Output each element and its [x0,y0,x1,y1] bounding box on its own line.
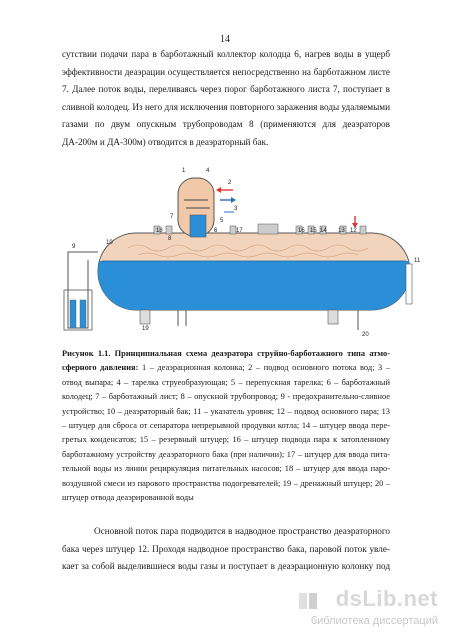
text-line: сливной колодец. Из него для исключения повторного заражения воды удаляемыми [62,101,390,112]
caption-line: тельной воды из линии рециркуляция питательных насосов; 18 – штуцер для ввода паро- [62,464,390,474]
fig-label: 8 [168,236,172,242]
fig-label: 15 [310,228,317,234]
caption-line: сферного давления: 1 – деаэрационная колонка; 2 – подвод основного потока вод; 3 – [62,363,390,373]
fig-label: 16 [298,228,305,234]
watermark-subtitle: библиотека диссертаций [310,615,438,627]
fig-label: 9 [72,244,76,250]
fig-label: 13 [338,228,345,234]
dslib-watermark [300,586,450,632]
tank-water [98,261,410,311]
caption-line: колодец; 7 – барботажный лист; 8 – опускной трубопровод; 9 - предохранительно-сливное [62,392,390,402]
fig-label: 17 [236,228,243,234]
fig-label: 14 [320,228,327,234]
dslib-logo-icon [298,590,318,612]
fig-label: 3 [234,206,238,212]
fig-label: 12 [350,228,357,234]
caption-line: воздушной смеси из парового пространства подогревателей; 19 – дренажный штуцер; 20 – [62,478,390,488]
text-line: бака через штуцер 12. Проходя надводное пространство бака, паровой поток увле- [62,543,390,554]
fig-label: 1 [182,168,186,174]
caption-line: – штуцер для сброса от сепаратора непрерывной продувки котла; 14 – штуцер ввода пере- [62,421,390,431]
body-paragraph-1 [62,46,390,152]
bubbling-well [190,215,206,237]
fig-label: 7 [170,214,174,220]
text-line: 7. Далее поток воды, переливаясь через порог барботажного листа 7, поступает в [62,84,390,95]
caption-line: отвод выпара; 4 – тарелка струеобразующая; 5 – перепускная тарелка; 6 – барботажный [62,377,390,387]
fig-label: 4 [206,168,210,174]
figure-caption [62,347,390,505]
fig-label: 11 [414,258,421,264]
watermark-brand: dsLib.net [335,586,438,611]
caption-line: гретых конденсатов; 15 – резервный штуцер; 16 – штуцер подвода пара к затопленному [62,435,390,445]
text-line: Основной поток пара подводится в надводное пространство деаэраторного [94,526,390,536]
fig-label: 20 [362,332,369,338]
fig-label: 19 [142,326,149,332]
fig-label: 18 [156,228,163,234]
text-line: кает за собой выделившиеся воды газы и поступает в деаэрационную колонку под [62,561,390,572]
text-line: сутствии подачи пара в барботажный коллектор колодца 6, нагрев воды в ущерб [62,49,390,59]
fig-label: 6 [214,228,218,234]
text-line: газами по двум опускным трубопроводам 8 (применяются для деаэраторов [62,119,390,130]
caption-line: Рисунок 1.1. Принципиальная схема деаэратора струйно-барботажного типа атмо- [62,349,390,358]
caption-line: барботажному устройству деаэраторного бака (при наличии); 17 – штуцер для ввода пита- [62,449,390,459]
text-line: эффективности деаэрации осуществляется непосредственно на барботажном листе [62,66,390,77]
text-line: ДА-200м и ДА-300м) отводится в деаэраторный бак. [62,136,269,147]
caption-line: штуцер отвода деаэрированной воды [62,493,194,503]
deaerator-schematic [58,160,421,340]
body-paragraph-2 [62,523,390,576]
fig-label: 2 [228,180,232,186]
page-number: 14 [220,34,230,45]
fig-label: 10 [106,240,113,246]
fig-label: 5 [220,218,224,224]
caption-line: устройство; 10 – деаэраторный бак; 11 – указатель уровня; 12 – подвод основного пара; 13 [62,406,390,416]
